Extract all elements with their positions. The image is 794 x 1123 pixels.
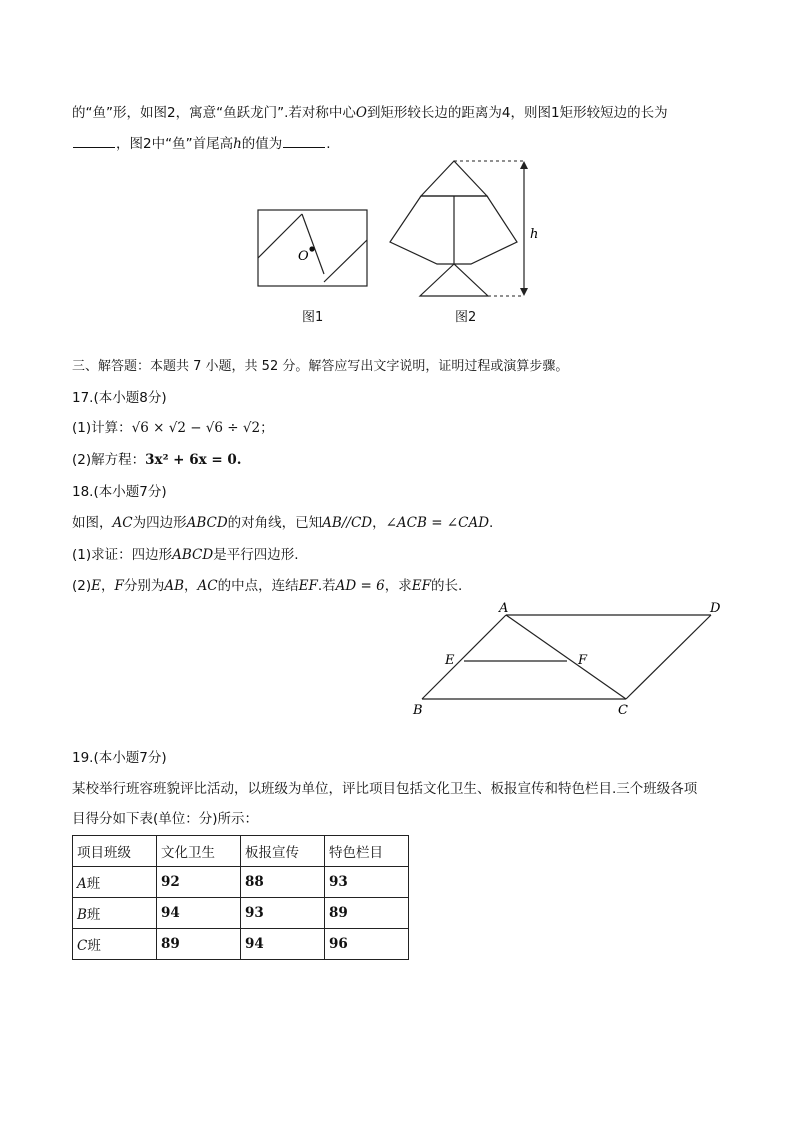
q18-text: 为四边形 (132, 515, 187, 531)
table-row (73, 929, 409, 960)
score-cell: 93 (241, 898, 325, 929)
q16-text: . (326, 136, 331, 152)
q18-symbol: ABCD (172, 547, 214, 563)
fig1-cut-left (258, 214, 302, 258)
segment-AB (422, 615, 506, 699)
score-cell: 92 (157, 867, 241, 898)
segment-AC (506, 615, 626, 699)
q17-part2-equation: 3x² + 6x = 0. (145, 452, 242, 468)
label-F: F (578, 653, 588, 668)
q18-symbol: E (91, 578, 101, 594)
figure-2-caption: 图2 (455, 310, 477, 325)
label-A: A (499, 601, 509, 616)
q17-title: 17.(本小题8分) (72, 390, 167, 406)
section-3-heading: 三、解答题：本题共 7 小题，共 52 分。解答应写出文字说明，证明过程或演算步骤。 (72, 359, 569, 374)
class-letter: B (77, 907, 87, 923)
score-cell: 89 (325, 898, 409, 929)
q17-part1-expression: √6 × √2 − √6 ÷ √2； (131, 420, 274, 436)
class-suffix: 班 (86, 876, 101, 892)
segment-CD (626, 615, 711, 699)
q16-text-line1 (72, 104, 668, 122)
q18-symbol: F (114, 578, 124, 594)
q17-part2-label: (2)解方程： (72, 452, 146, 468)
table-header-cell: 文化卫生 (157, 836, 241, 867)
table-header-cell: 特色栏目 (325, 836, 409, 867)
q18-text: 的对角线，已知 (227, 515, 323, 531)
fig2-arrow-head-top (520, 161, 528, 169)
fig1-label-O: O (298, 249, 309, 264)
q16-symbol-h: h (233, 136, 242, 152)
class-suffix: 班 (87, 938, 101, 954)
q17-part1-label: (1)计算： (72, 420, 132, 436)
fig1-center-point (309, 246, 314, 251)
figure-1-rectangle-diagram (250, 202, 376, 294)
q18-symbol: AC (112, 515, 133, 531)
q18-symbol: AD = 6 (335, 578, 385, 594)
score-cell: 93 (325, 867, 409, 898)
label-E: E (445, 653, 455, 668)
table-row (73, 898, 409, 929)
score-cell: 88 (241, 867, 325, 898)
table-row (73, 867, 409, 898)
fig1-cut-mid (302, 214, 324, 274)
figure-2-fish-diagram (384, 154, 554, 304)
class-letter: A (77, 876, 87, 892)
class-letter: C (77, 938, 88, 954)
q18-text: 分别为 (123, 578, 165, 594)
q18-symbol: AC (197, 578, 218, 594)
q18-condition-angle: ∠ACB = ∠CAD (385, 515, 490, 531)
score-cell: 96 (325, 929, 409, 960)
score-cell: 94 (157, 898, 241, 929)
q18-text: 的中点，连结 (217, 578, 299, 594)
q18-text: 的长. (430, 578, 463, 594)
q18-symbol: AB (164, 578, 185, 594)
q19-stem-line1: 某校举行班容班貌评比活动，以班级为单位，评比项目包括文化卫生、板报宣传和特色栏目.三个班级各项 (72, 781, 698, 797)
fig2-top-triangle (421, 161, 487, 196)
q18-stem (72, 514, 493, 532)
q16-text: 的“鱼”形，如图2，寓意“鱼跃龙门”.若对称中心 (72, 105, 356, 121)
label-D: D (710, 601, 721, 616)
class-name-cell (73, 929, 157, 960)
score-cell: 94 (241, 929, 325, 960)
fig2-label-h: h (530, 227, 539, 242)
q19-stem-line2: 目得分如下表(单位：分)所示： (72, 811, 259, 827)
q19-title: 19.(本小题7分) (72, 750, 167, 766)
table-header-cell: 项目班级 (73, 836, 157, 867)
label-B: B (413, 703, 423, 718)
table-header-row (73, 836, 409, 867)
answer-blank-1[interactable] (73, 135, 115, 148)
q18-part1 (72, 546, 299, 564)
q18-text: .若 (317, 578, 336, 594)
q18-part2 (72, 577, 462, 595)
class-suffix: 班 (86, 907, 101, 923)
fig1-cut-right (324, 240, 367, 282)
answer-blank-2[interactable] (283, 135, 325, 148)
q16-text: 到矩形较长边的距离为4，则图1矩形较短边的长为 (366, 105, 668, 121)
q16-text: 的值为 (241, 136, 283, 152)
q18-symbol: EF (298, 578, 318, 594)
q18-text: 如图， (72, 515, 113, 531)
q16-text-line2 (72, 135, 331, 153)
figure-1-caption: 图1 (302, 310, 324, 325)
q18-text: ， (100, 578, 115, 594)
q17-part2 (72, 451, 241, 469)
score-table (72, 835, 409, 960)
q18-symbol: ABCD (186, 515, 228, 531)
q16-text: ，图2中“鱼”首尾高 (116, 136, 234, 152)
q18-text: (2) (72, 578, 92, 594)
fig2-bottom-triangle (420, 264, 488, 296)
q18-text: ，求 (384, 578, 412, 594)
q18-text: ， (372, 515, 386, 531)
q18-parallelogram-diagram (405, 598, 735, 720)
q18-symbol: EF (411, 578, 431, 594)
q18-text: 是平行四边形. (213, 547, 299, 563)
q16-symbol-O: O (355, 105, 367, 121)
q18-condition-parallel: AB//CD (322, 515, 373, 531)
score-cell: 89 (157, 929, 241, 960)
q18-text: (1)求证：四边形 (72, 547, 173, 563)
class-name-cell (73, 867, 157, 898)
label-C: C (618, 703, 628, 718)
q17-part1 (72, 419, 274, 437)
table-header-cell: 板报宣传 (241, 836, 325, 867)
class-name-cell (73, 898, 157, 929)
fig2-arrow-head-bottom (520, 288, 528, 296)
q18-title: 18.(本小题7分) (72, 484, 167, 500)
q18-text: . (489, 515, 494, 531)
q18-text: ， (184, 578, 198, 594)
